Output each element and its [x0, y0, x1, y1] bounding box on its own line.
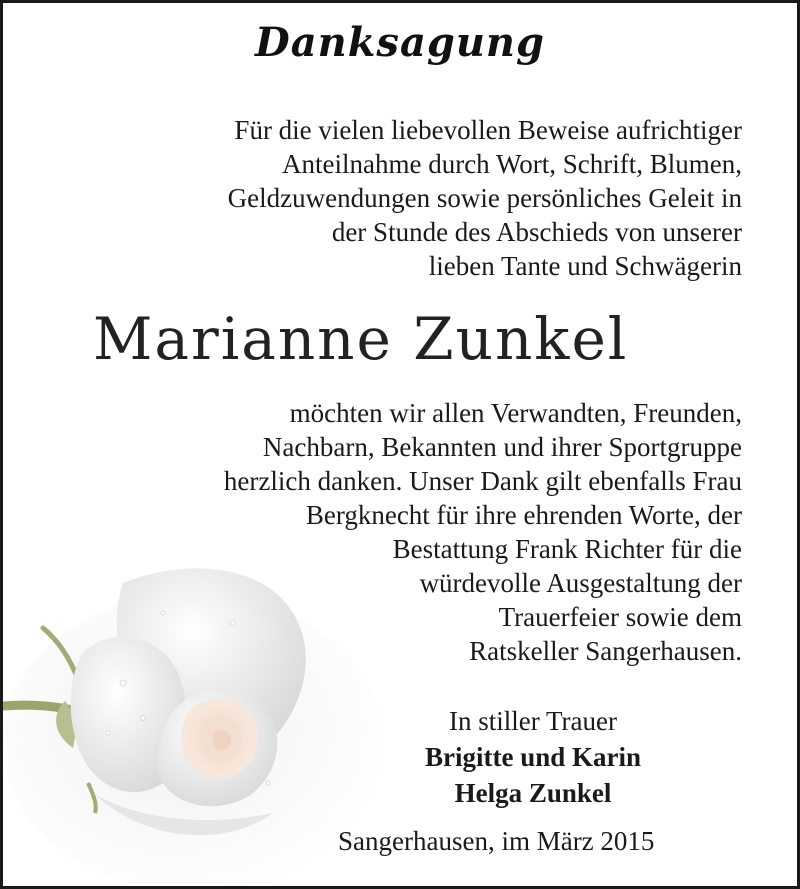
intro-line: Geldzuwendungen sowie persönliches Geleit in [227, 183, 742, 213]
thanks-line: möchten wir allen Verwandten, Freunden, [289, 398, 742, 428]
signatory-name: Brigitte und Karin [424, 742, 641, 772]
thanks-line: herzlich danken. Unser Dank gilt ebenfalls Frau [223, 466, 742, 496]
thanks-line: Ratskeller Sangerhausen. [469, 636, 742, 666]
intro-text [228, 113, 742, 283]
thanks-line: Nachbarn, Bekannten und ihrer Sportgruppe [262, 432, 742, 462]
signature-block [383, 703, 683, 811]
thanks-line: Trauerfeier sowie dem [498, 602, 742, 632]
deceased-name: Marianne Zunkel [93, 305, 629, 373]
signatory-name: Helga Zunkel [454, 778, 612, 808]
mourning-phrase: In stiller Trauer [449, 706, 617, 736]
intro-line: Anteilnahme durch Wort, Schrift, Blumen, [282, 149, 742, 179]
intro-line: lieben Tante und Schwägerin [428, 251, 742, 281]
intro-line: Für die vielen liebevollen Beweise aufrichtiger [234, 115, 742, 145]
thanks-line: würdevolle Ausgestaltung der [419, 568, 742, 598]
notice-title: Danksagung [255, 19, 545, 66]
thanks-line: Bergknecht für ihre ehrenden Worte, der [305, 500, 742, 530]
thanks-line: Bestattung Frank Richter für die [392, 534, 742, 564]
place-date: Sangerhausen, im März 2015 [338, 826, 655, 856]
intro-line: der Stunde des Abschieds von unserer [331, 217, 742, 247]
